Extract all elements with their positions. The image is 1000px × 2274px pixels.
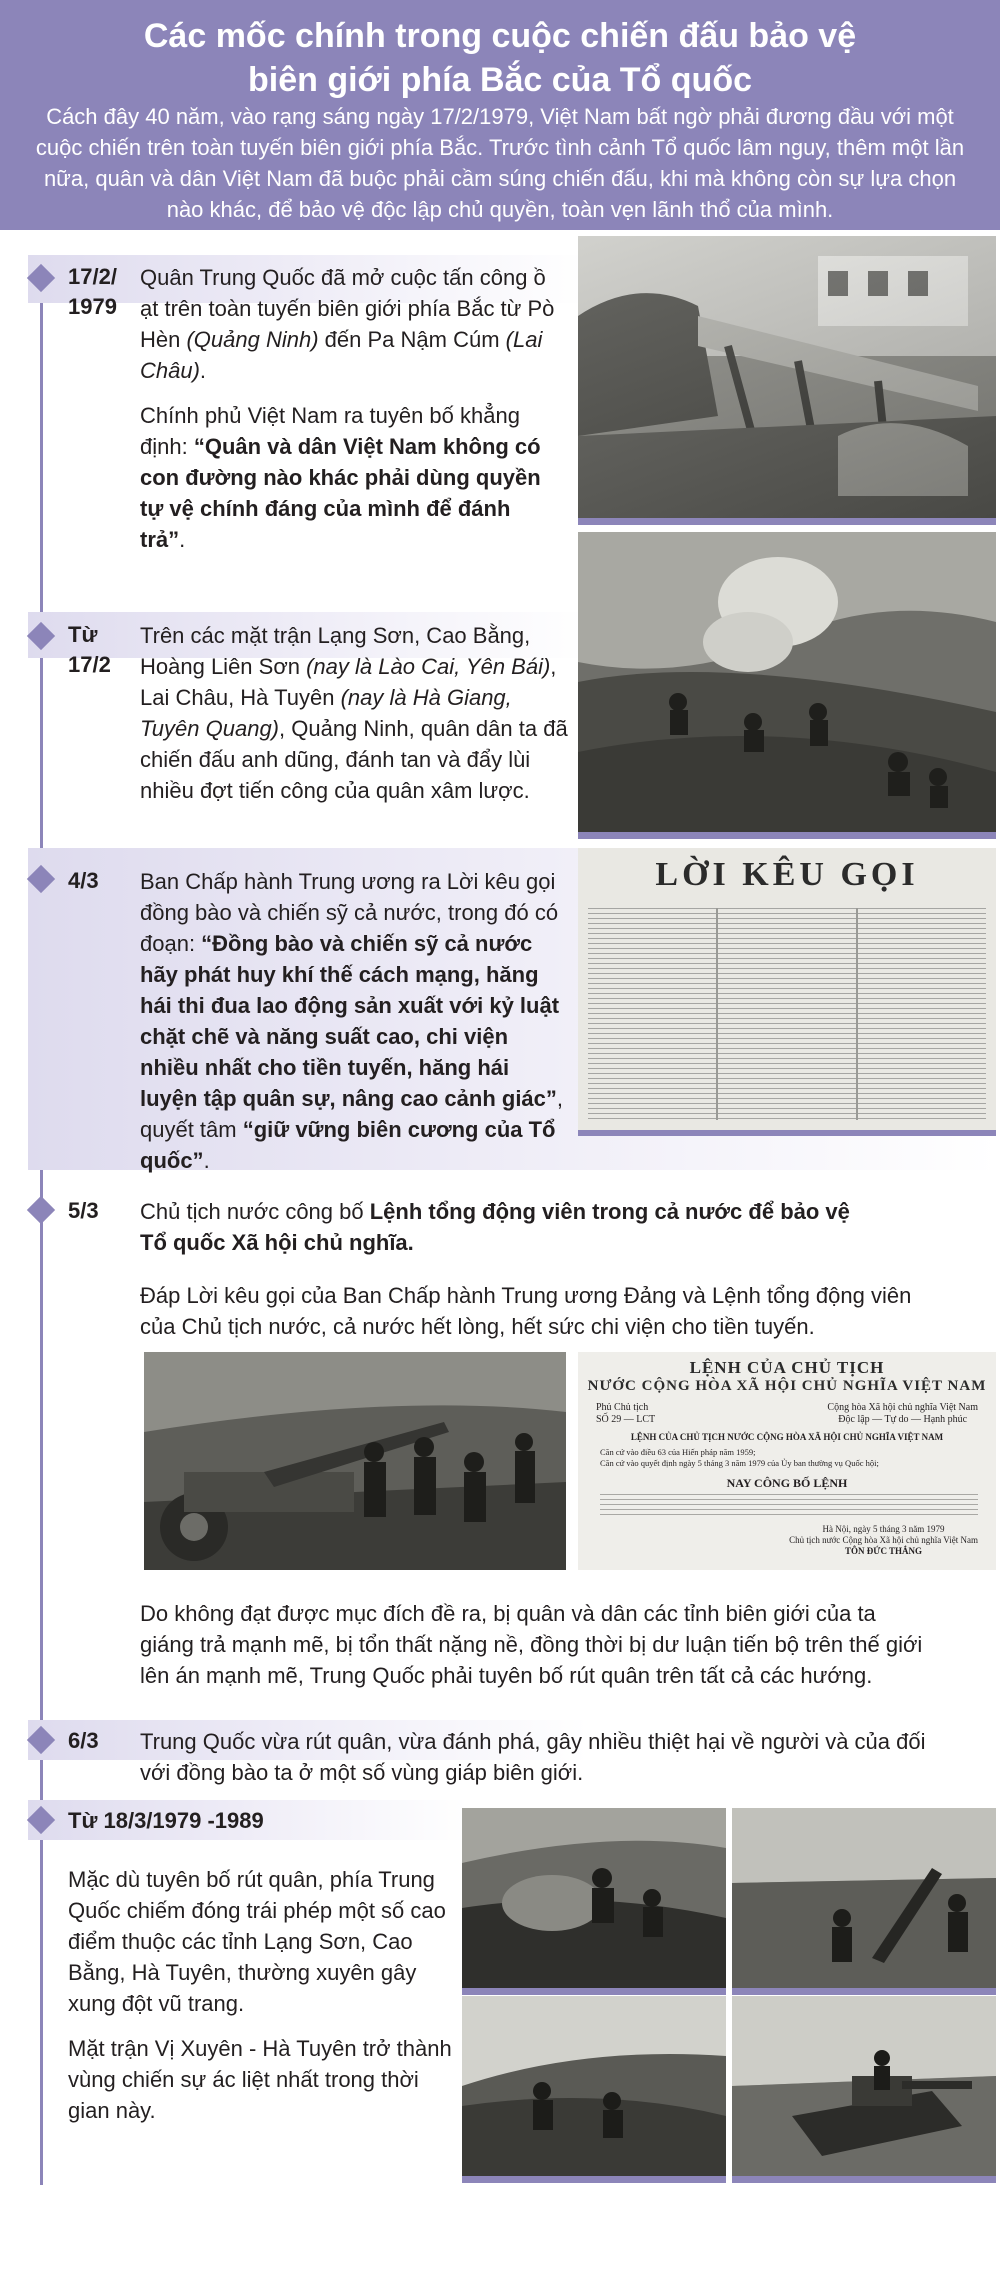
event-date: Từ 18/3/1979 -1989 <box>68 1808 264 1833</box>
doc-title-1: LỆNH CỦA CHỦ TỊCH <box>689 1358 885 1377</box>
event-date: 6/3 <box>68 1728 99 1753</box>
event-text: Mặc dù tuyên bố rút quân, phía Trung Quốc chiếm đóng trái phép một số cao điểm thuộc các tỉnh Lạng Sơn, Cao Bằng, Hà Tuyên, thường xuyên gây xung đột vũ trang. Mặt trận Vị Xuyên - Hà Tuyên trở thành vùng chiến sự ác liệt nhất trong thời gian này. <box>68 1867 452 2123</box>
newspaper-loi-keu-goi <box>578 848 996 1136</box>
photo-artillery-soldiers <box>144 1352 566 1570</box>
photo-soldiers-battlefield <box>578 532 996 839</box>
event-text: Trung Quốc vừa rút quân, vừa đánh phá, gây nhiều thiệt hại về người và của đối với đồng bào ta ở một số vùng giáp biên giới. <box>140 1729 926 1785</box>
event-date: 17/2/ 1979 <box>68 264 117 319</box>
timeline-marker-e4 <box>27 1196 55 1224</box>
photo-destroyed-tank <box>732 1996 996 2183</box>
intro-text: Cách đây 40 năm, vào rạng sáng ngày 17/2/1979, Việt Nam bất ngờ phải đương đầu với một cuộc chiến trên toàn tuyến biên giới phía Bắc. Trước tình cảnh Tổ quốc lâm nguy, thêm một lần nữa, quân và dân Việt Nam đã buộc phải cầm súng chiến đấu, khi mà không còn sự lựa chọn nào khác, để bảo vệ độc lập chủ quyền, toàn vẹn lãnh thổ của mình. <box>35 104 965 222</box>
event-text: Ban Chấp hành Trung ương ra Lời kêu gọi đồng bào và chiến sỹ cả nước, trong đó có đoạn: “Đồng bào và chiến sỹ cả nước hãy phát huy khí thế cách mạng, hăng hái thi đua lao động sản xuất với kỷ luật chặt chẽ và năng suất cao, chi viện nhiều nhất cho tiền tuyến, hăng hái luyện tập quân sự, nâng cao cảnh giác”, quyết tâm “giữ vững biên cương của Tổ quốc”. <box>140 869 564 1173</box>
event-date: Từ 17/2 <box>68 622 111 677</box>
event-text: Quân Trung Quốc đã mở cuộc tấn công ồ ạt trên toàn tuyến biên giới phía Bắc từ Pò Hèn (Quảng Ninh) đến Pa Nậm Cúm (Lai Châu). Chính phủ Việt Nam ra tuyên bố khẳng định: “Quân và dân Việt Nam không có con đường nào khác phải dùng quyền tự vệ chính đáng của mình để đánh trả”. <box>140 265 555 552</box>
event-date: 4/3 <box>68 868 99 893</box>
event-text-withdrawal: Do không đạt được mục đích đề ra, bị quân và dân các tỉnh biên giới của ta giáng trả mạnh mẽ, bị tổn thất nặng nề, đồng thời bị dư luận tiến bộ trên thế giới lên án mạnh mẽ, Trung Quốc phải tuyên bố rút quân trên tất cả các hướng. <box>140 1601 923 1688</box>
doc-title-2: NƯỚC CỘNG HÒA XÃ HỘI CHỦ NGHĨA VIỆT NAM <box>587 1378 987 1394</box>
timeline-line <box>40 270 43 2185</box>
photo-soldiers-rubble <box>462 1996 726 2183</box>
event-text-continued: Đáp Lời kêu gọi của Ban Chấp hành Trung ương Đảng và Lệnh tổng động viên của Chủ tịch nước, cả nước hết lòng, hết sức chi viện cho tiền tuyến. <box>140 1283 912 1339</box>
newspaper-title: LỜI KÊU GỌI <box>655 856 919 893</box>
page-title <box>0 14 1000 102</box>
photo-trench-soldiers <box>462 1808 726 1995</box>
event-text: Chủ tịch nước công bố Lệnh tổng động viên trong cả nước để bảo vệ Tổ quốc Xã hội chủ nghĩa. <box>140 1199 850 1255</box>
title-line-2: biên giới phía Bắc của Tổ quốc <box>247 61 752 99</box>
header-banner <box>0 0 1000 230</box>
photo-mortar-crew <box>732 1808 996 1995</box>
document-lenh-chu-tich: LỆNH CỦA CHỦ TỊCH NƯỚC CỘNG HÒA XÃ HỘI CHỦ NGHĨA VIỆT NAM Phủ Chủ tịch SỐ 29 — LCT Cộng hòa Xã hội chủ nghĩa Việt Nam Độc lập — Tự do — Hạnh phúc LỆNH CỦA CHỦ TỊCH NƯỚC CỘNG HÒA XÃ HỘI CHỦ NGHĨA VIỆT NAM Căn cứ vào điều 63 của Hiến pháp năm 1959; Căn cứ vào quyết định ngày 5 tháng 3 năm 1979 của Ủy ban thường vụ Quốc hội; NAY CÔNG BỐ LỆNH Hà Nội, ngày 5 tháng 3 năm 1979 Chủ tịch nước Cộng hòa Xã hội chủ nghĩa Việt Nam TÔN ĐỨC THẮNG <box>578 1352 996 1570</box>
photo-destroyed-bridge <box>578 236 996 525</box>
event-date: 5/3 <box>68 1198 99 1223</box>
event-text: Trên các mặt trận Lạng Sơn, Cao Bằng, Hoàng Liên Sơn (nay là Lào Cai, Yên Bái), Lai Châu, Hà Tuyên (nay là Hà Giang, Tuyên Quang), Quảng Ninh, quân dân ta đã chiến đấu anh dũng, đánh tan và đẩy lùi nhiều đợt tiến công của quân xâm lược. <box>140 623 568 803</box>
title-line-1: Các mốc chính trong cuộc chiến đấu bảo vệ <box>143 17 857 55</box>
